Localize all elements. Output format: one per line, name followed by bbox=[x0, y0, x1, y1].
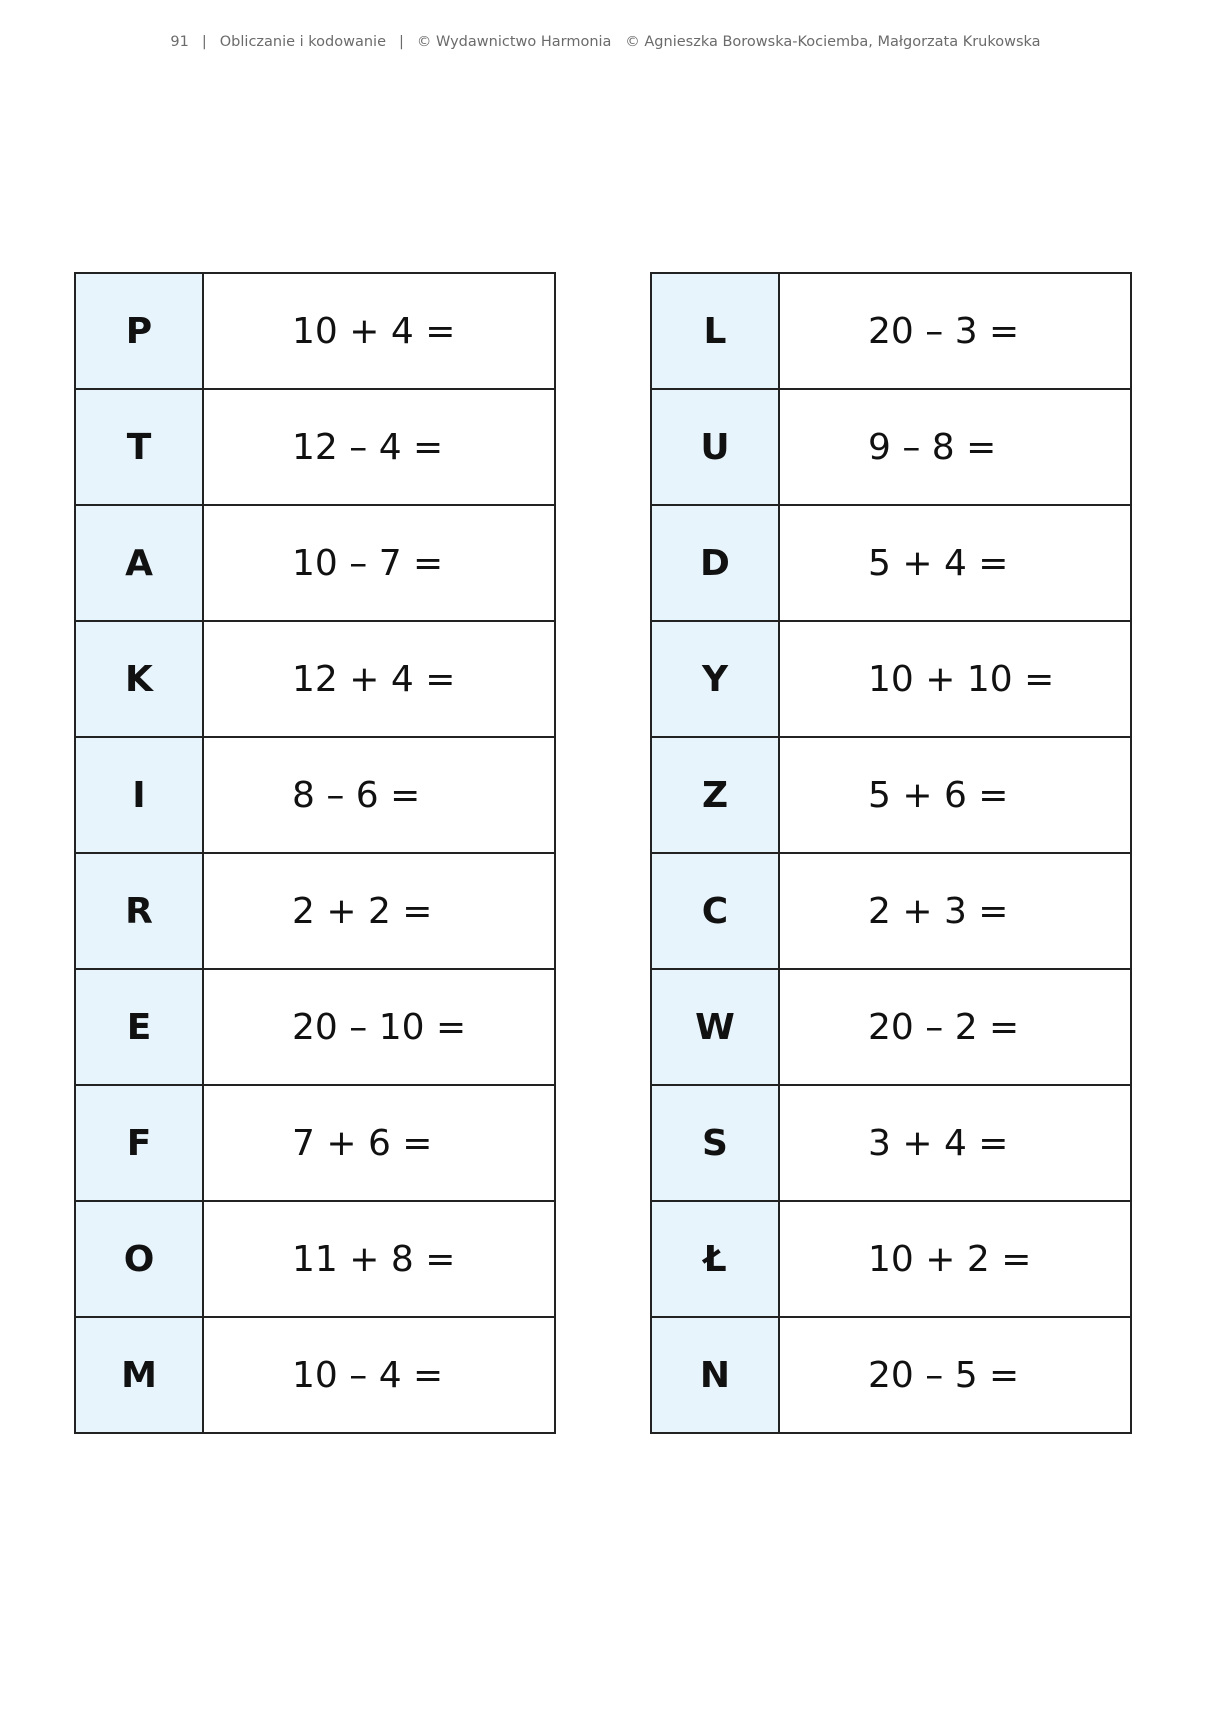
header-separator: | bbox=[201, 34, 207, 50]
equation-text: 11 + 8 = bbox=[292, 1238, 456, 1280]
table-row bbox=[75, 505, 555, 621]
table-row bbox=[651, 273, 1131, 389]
table-row bbox=[651, 853, 1131, 969]
equation-cell bbox=[203, 969, 555, 1085]
page-header bbox=[0, 34, 1211, 50]
equation-text: 7 + 6 = bbox=[292, 1122, 433, 1164]
equation-cell bbox=[779, 737, 1131, 853]
letter-cell: M bbox=[75, 1317, 203, 1433]
letter-cell: U bbox=[651, 389, 779, 505]
equation-cell bbox=[203, 737, 555, 853]
equation-text: 2 + 2 = bbox=[292, 890, 433, 932]
equation-text: 10 – 4 = bbox=[292, 1354, 444, 1396]
letter-cell: D bbox=[651, 505, 779, 621]
letter-cell: F bbox=[75, 1085, 203, 1201]
letter-cell: I bbox=[75, 737, 203, 853]
letter-cell: O bbox=[75, 1201, 203, 1317]
header-authors: © Agnieszka Borowska-Kociemba, Małgorzata Krukowska bbox=[625, 34, 1041, 50]
table-row bbox=[651, 505, 1131, 621]
letter-cell: Y bbox=[651, 621, 779, 737]
equation-cell bbox=[779, 1201, 1131, 1317]
letter-cell: K bbox=[75, 621, 203, 737]
equation-cell bbox=[203, 389, 555, 505]
table-row bbox=[75, 737, 555, 853]
equation-text: 2 + 3 = bbox=[868, 890, 1009, 932]
equation-cell bbox=[203, 853, 555, 969]
equation-cell bbox=[203, 1085, 555, 1201]
equation-cell bbox=[779, 969, 1131, 1085]
table-row bbox=[651, 969, 1131, 1085]
letter-cell: Ł bbox=[651, 1201, 779, 1317]
header-publisher: © Wydawnictwo Harmonia bbox=[416, 34, 612, 50]
equation-text: 10 – 7 = bbox=[292, 542, 444, 584]
table-row bbox=[75, 969, 555, 1085]
equation-text: 20 – 10 = bbox=[292, 1006, 467, 1048]
equation-text: 5 + 4 = bbox=[868, 542, 1009, 584]
header-separator: | bbox=[399, 34, 404, 50]
letter-cell: N bbox=[651, 1317, 779, 1433]
table-row bbox=[651, 1201, 1131, 1317]
equation-cell bbox=[203, 1201, 555, 1317]
equation-cell bbox=[203, 1317, 555, 1433]
letter-cell: W bbox=[651, 969, 779, 1085]
table-row bbox=[75, 1085, 555, 1201]
equation-text: 3 + 4 = bbox=[868, 1122, 1009, 1164]
equation-cell bbox=[779, 853, 1131, 969]
equation-text: 20 – 3 = bbox=[868, 310, 1020, 352]
table-row bbox=[75, 389, 555, 505]
equation-text: 10 + 4 = bbox=[292, 310, 456, 352]
letter-cell: R bbox=[75, 853, 203, 969]
header-title: Obliczanie i kodowanie bbox=[219, 34, 387, 50]
table-row bbox=[75, 273, 555, 389]
code-table-right bbox=[650, 272, 1132, 1434]
equation-cell bbox=[203, 505, 555, 621]
table-row bbox=[75, 853, 555, 969]
equation-cell bbox=[779, 1317, 1131, 1433]
table-row bbox=[75, 621, 555, 737]
equation-cell bbox=[779, 621, 1131, 737]
equation-cell bbox=[779, 1085, 1131, 1201]
equation-text: 20 – 2 = bbox=[868, 1006, 1020, 1048]
equation-text: 5 + 6 = bbox=[868, 774, 1009, 816]
table-row bbox=[651, 1317, 1131, 1433]
equation-cell bbox=[779, 505, 1131, 621]
table-row bbox=[651, 737, 1131, 853]
equation-text: 9 – 8 = bbox=[868, 426, 997, 468]
letter-cell: T bbox=[75, 389, 203, 505]
page-number: 91 bbox=[170, 34, 189, 50]
letter-cell: L bbox=[651, 273, 779, 389]
equation-cell bbox=[779, 273, 1131, 389]
letter-cell: E bbox=[75, 969, 203, 1085]
equation-text: 10 + 2 = bbox=[868, 1238, 1032, 1280]
equation-cell bbox=[203, 621, 555, 737]
equation-text: 8 – 6 = bbox=[292, 774, 421, 816]
equation-cell bbox=[779, 389, 1131, 505]
equation-text: 10 + 10 = bbox=[868, 658, 1055, 700]
equation-text: 12 + 4 = bbox=[292, 658, 456, 700]
code-table-left bbox=[74, 272, 556, 1434]
equation-text: 12 – 4 = bbox=[292, 426, 444, 468]
equation-text: 20 – 5 = bbox=[868, 1354, 1020, 1396]
letter-cell: A bbox=[75, 505, 203, 621]
letter-cell: P bbox=[75, 273, 203, 389]
letter-cell: S bbox=[651, 1085, 779, 1201]
letter-cell: Z bbox=[651, 737, 779, 853]
table-row bbox=[651, 389, 1131, 505]
equation-cell bbox=[203, 273, 555, 389]
letter-cell: C bbox=[651, 853, 779, 969]
table-row bbox=[651, 621, 1131, 737]
table-row bbox=[75, 1317, 555, 1433]
table-row bbox=[651, 1085, 1131, 1201]
table-row bbox=[75, 1201, 555, 1317]
